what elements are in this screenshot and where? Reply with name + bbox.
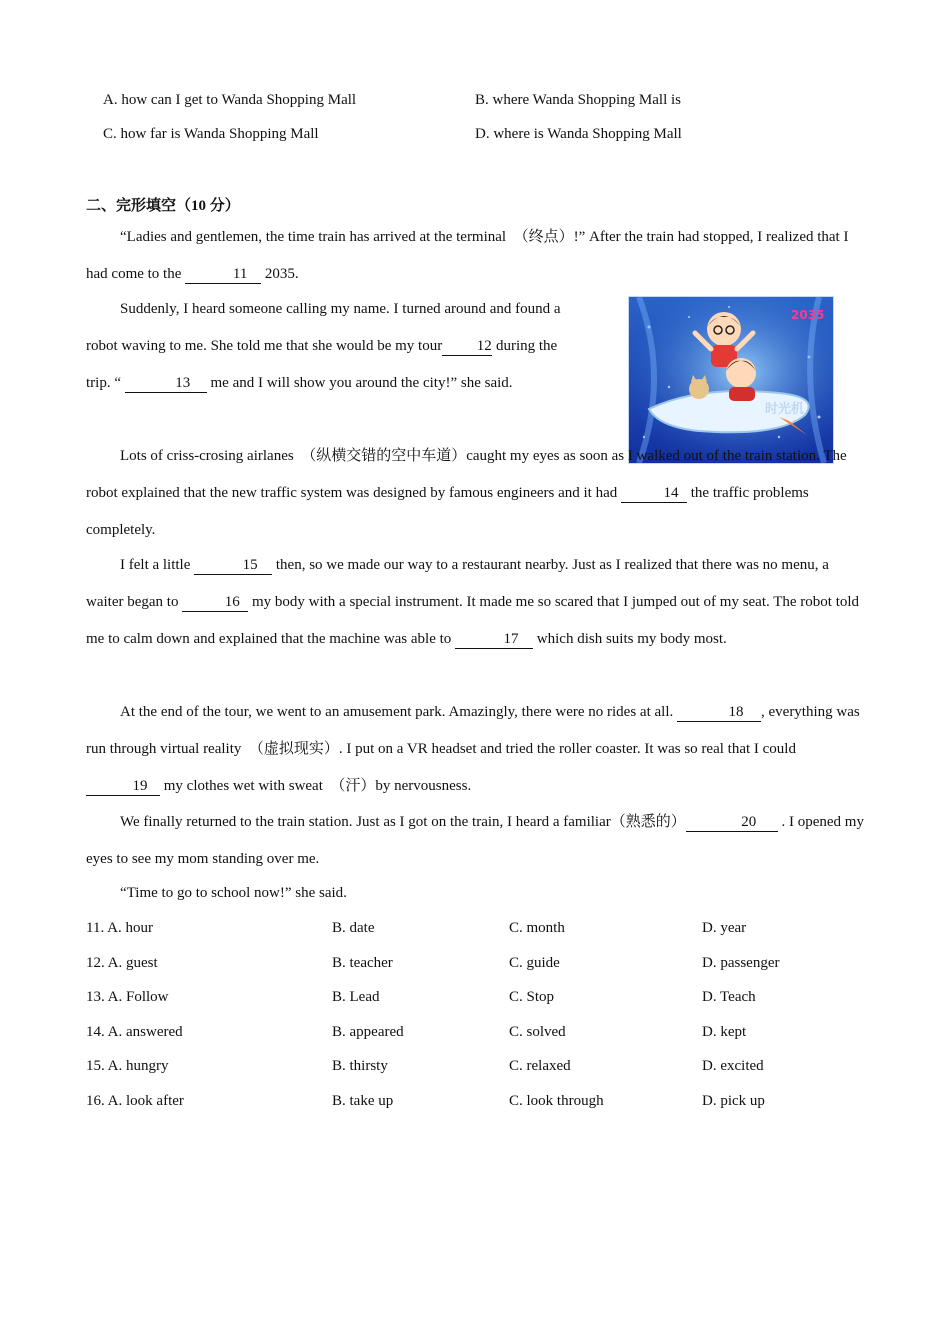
question-13: 13. A. Follow B. Lead C. Stop D. Teach	[86, 989, 756, 1005]
prev-option-b: B. where Wanda Shopping Mall is	[475, 92, 681, 108]
passage-paragraph-4: I felt a little 15 then, so we made our way to a restaurant nearby. Just as I realized that there was no menu, a waiter began to 16 my body with a special instrument. It made me so scared that I jumped out of my seat. The robot told me to calm down and explained that the machine was able to 17 which dish suits my body most.	[86, 557, 860, 647]
prev-option-d: D. where is Wanda Shopping Mall	[475, 126, 682, 142]
passage-paragraph-2: Suddenly, I heard someone calling my name. I turned around and found a robot waving to me. She told me that she would be my tour 12 during the trip. “ 13 me and I will show you around the city!” she said.	[86, 301, 561, 391]
blank-16: 16	[182, 593, 248, 612]
blank-14: 14	[621, 484, 687, 503]
blank-13: 13	[125, 374, 207, 393]
image-caption: 时光机	[765, 402, 805, 417]
question-16: 16. A. look after B. take up C. look through D. pick up	[86, 1093, 765, 1109]
blank-12: 12	[442, 337, 492, 356]
blank-11: 11	[185, 265, 261, 284]
image-badge: 2035	[791, 308, 825, 322]
blank-19: 19	[86, 777, 160, 796]
question-14: 14. A. answered B. appeared C. solved D. kept	[86, 1024, 747, 1040]
passage-paragraph-5: At the end of the tour, we went to an amusement park. Amazingly, there were no rides at all. 18 , everything was run through virtual reality （虚拟现实）. I put on a VR headset and tried the roller coaster. It was so real that I could 19 my clothes wet with sweat （汗）by nervousness.	[86, 704, 860, 794]
prev-option-c: C. how far is Wanda Shopping Mall	[103, 126, 319, 142]
blank-17: 17	[455, 630, 533, 649]
passage-paragraph-1: “Ladies and gentlemen, the time train has arrived at the terminal （终点）!” After the train had stopped, I realized that I had come to the 11 2035.	[86, 229, 849, 282]
question-12: 12. A. guest B. teacher C. guide D. passenger	[86, 955, 780, 971]
passage-paragraph-7: “Time to go to school now!” she said.	[120, 885, 347, 901]
question-15: 15. A. hungry B. thirsty C. relaxed D. excited	[86, 1058, 764, 1074]
passage-paragraph-3: Lots of criss-crosing airlanes （纵横交错的空中车道）caught my eyes as soon as I walked out of the train station. The robot explained that the new traffic system was designed by famous engineers and it had 14 the traffic problems completely.	[86, 448, 847, 538]
passage-paragraph-6: We finally returned to the train station. Just as I got on the train, I heard a familiar（熟悉的） 20 . I opened my eyes to see my mom standing over me.	[86, 814, 864, 867]
section-title: 二、完形填空（10 分）	[86, 198, 240, 214]
blank-18: 18	[677, 703, 761, 722]
blank-20: 20	[686, 813, 778, 832]
blank-15: 15	[194, 556, 272, 575]
question-11: 11. A. hour B. date C. month D. year	[86, 920, 747, 936]
prev-option-a: A. how can I get to Wanda Shopping Mall	[103, 92, 357, 108]
